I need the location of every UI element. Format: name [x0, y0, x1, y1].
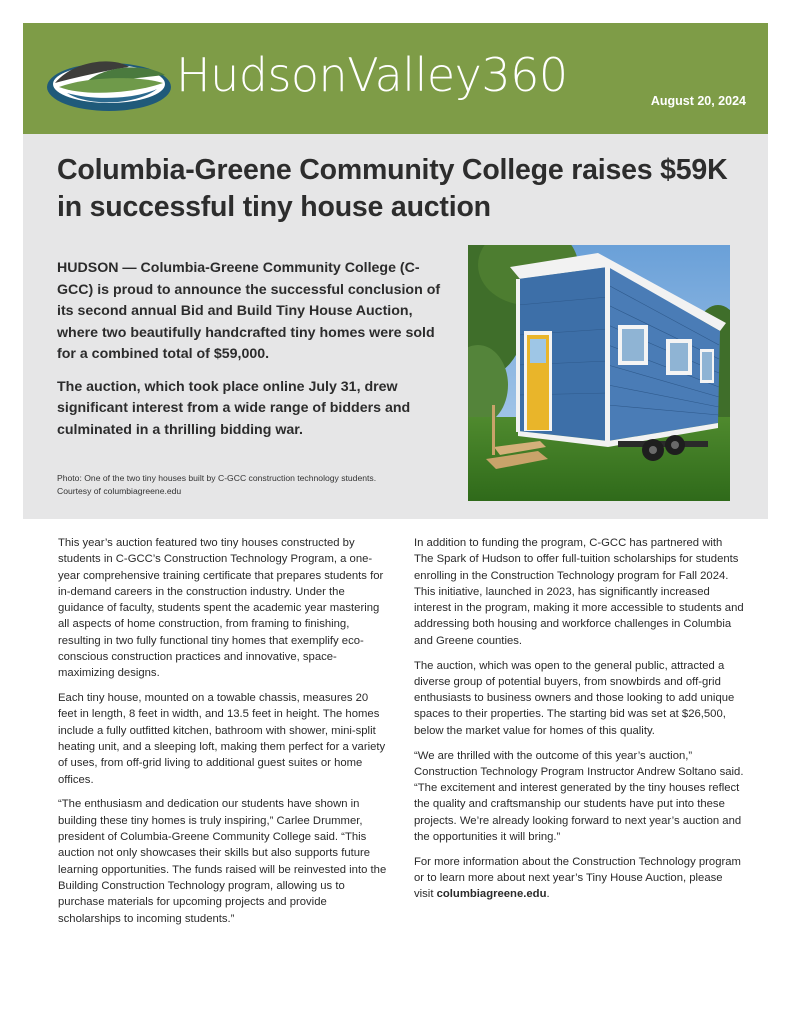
brand-wordmark: HudsonValley360 — [176, 48, 568, 102]
photo-caption-text: Photo: One of the two tiny houses built by C-GCC construction technology students. — [57, 473, 377, 483]
masthead-banner — [23, 23, 768, 134]
publication-date: August 20, 2024 — [650, 94, 746, 108]
body-paragraph: The auction, which was open to the general public, attracted a diverse group of potential buyers, from snowbirds and off-grid enthusiasts to business owners and those looking to add unique spaces to their properties. The starting bid was set at $26,500, below the market value for homes of this quality. — [414, 659, 735, 737]
body-paragraph: Each tiny house, mounted on a towable chassis, measures 20 feet in length, 8 feet in width, and 13.5 feet in height. The homes include a fully outfitted kitchen, bathroom with shower, mini-split heating unit, and a sleeping loft, making them perfect for a variety of uses, from off-grid living to additional guest suites or home offices. — [58, 692, 386, 786]
article-column-right — [414, 535, 744, 911]
article-headline: Columbia-Greene Community College raises $59K in successful tiny house auction — [57, 154, 728, 223]
article-column-left — [58, 535, 388, 935]
closing-paragraph — [414, 854, 744, 903]
hero-section — [23, 134, 768, 519]
body-paragraph: In addition to funding the program, C-GCC has partnered with The Spark of Hudson to offer full-tuition scholarships for students enrolling in the Construction Technology program for Fall 2024. This initiative, launched in 2023, has significantly increased interest in the program, making it more accessible to students and addressing both housing and workforce challenges in Columbia and Greene counties. — [414, 537, 744, 647]
article-lead — [57, 258, 447, 452]
closing-end: . — [546, 888, 550, 901]
columbiagreene-link[interactable]: columbiagreene.edu — [436, 888, 547, 901]
tiny-house-photo — [468, 245, 730, 501]
closing-text: For more information about the Construction Technology program or to learn more about next year’s Tiny House Auction, please visit — [414, 855, 741, 901]
hudson-valley-logo-icon — [45, 53, 173, 113]
body-paragraph: “The enthusiasm and dedication our students have shown in building these tiny homes is truly inspiring,” Carlee Drummer, president of Columbia-Greene Community College said. “This auction not only showcases their skills but also supports future learning opportunities. The funds raised will be reinvested into the Building Construction Technology program, allowing us to purchase materials for upcoming projects and provide scholarships to incoming students.” — [58, 798, 387, 925]
body-paragraph: This year’s auction featured two tiny houses constructed by students in C-GCC’s Construction Technology Program, a one-year comprehensive training certificate that prepares students for in-demand careers in the construction industry. Under the guidance of faculty, students spent the academic year mastering all aspects of home construction, from framing to finishing, resulting in two fully functional tiny homes that exemplify eco-conscious construction practices and innovative, space-maximizing designs. — [58, 537, 384, 680]
lead-paragraph: HUDSON — Columbia-Greene Community College (C-GCC) is proud to announce the successful conclusion of its second annual Bid and Build Tiny House Auction, where two beautifully handcrafted tiny homes were sold for a combined total of $59,000. — [57, 260, 441, 362]
photo-credit: Courtesy of columbiagreene.edu — [57, 486, 182, 496]
body-paragraph: “We are thrilled with the outcome of this year’s auction,” Construction Technology Program Instructor Andrew Soltano said. “The excitement and interest generated by the tiny houses reflect the quality and craftsmanship our students have put into these projects. We’re already looking forward to next year’s auction and the opportunities it will bring.” — [414, 749, 744, 844]
lead-paragraph: The auction, which took place online July 31, drew significant interest from a wide range of bidders and culminated in a thrilling bidding war. — [57, 378, 411, 438]
photo-caption — [57, 472, 457, 498]
